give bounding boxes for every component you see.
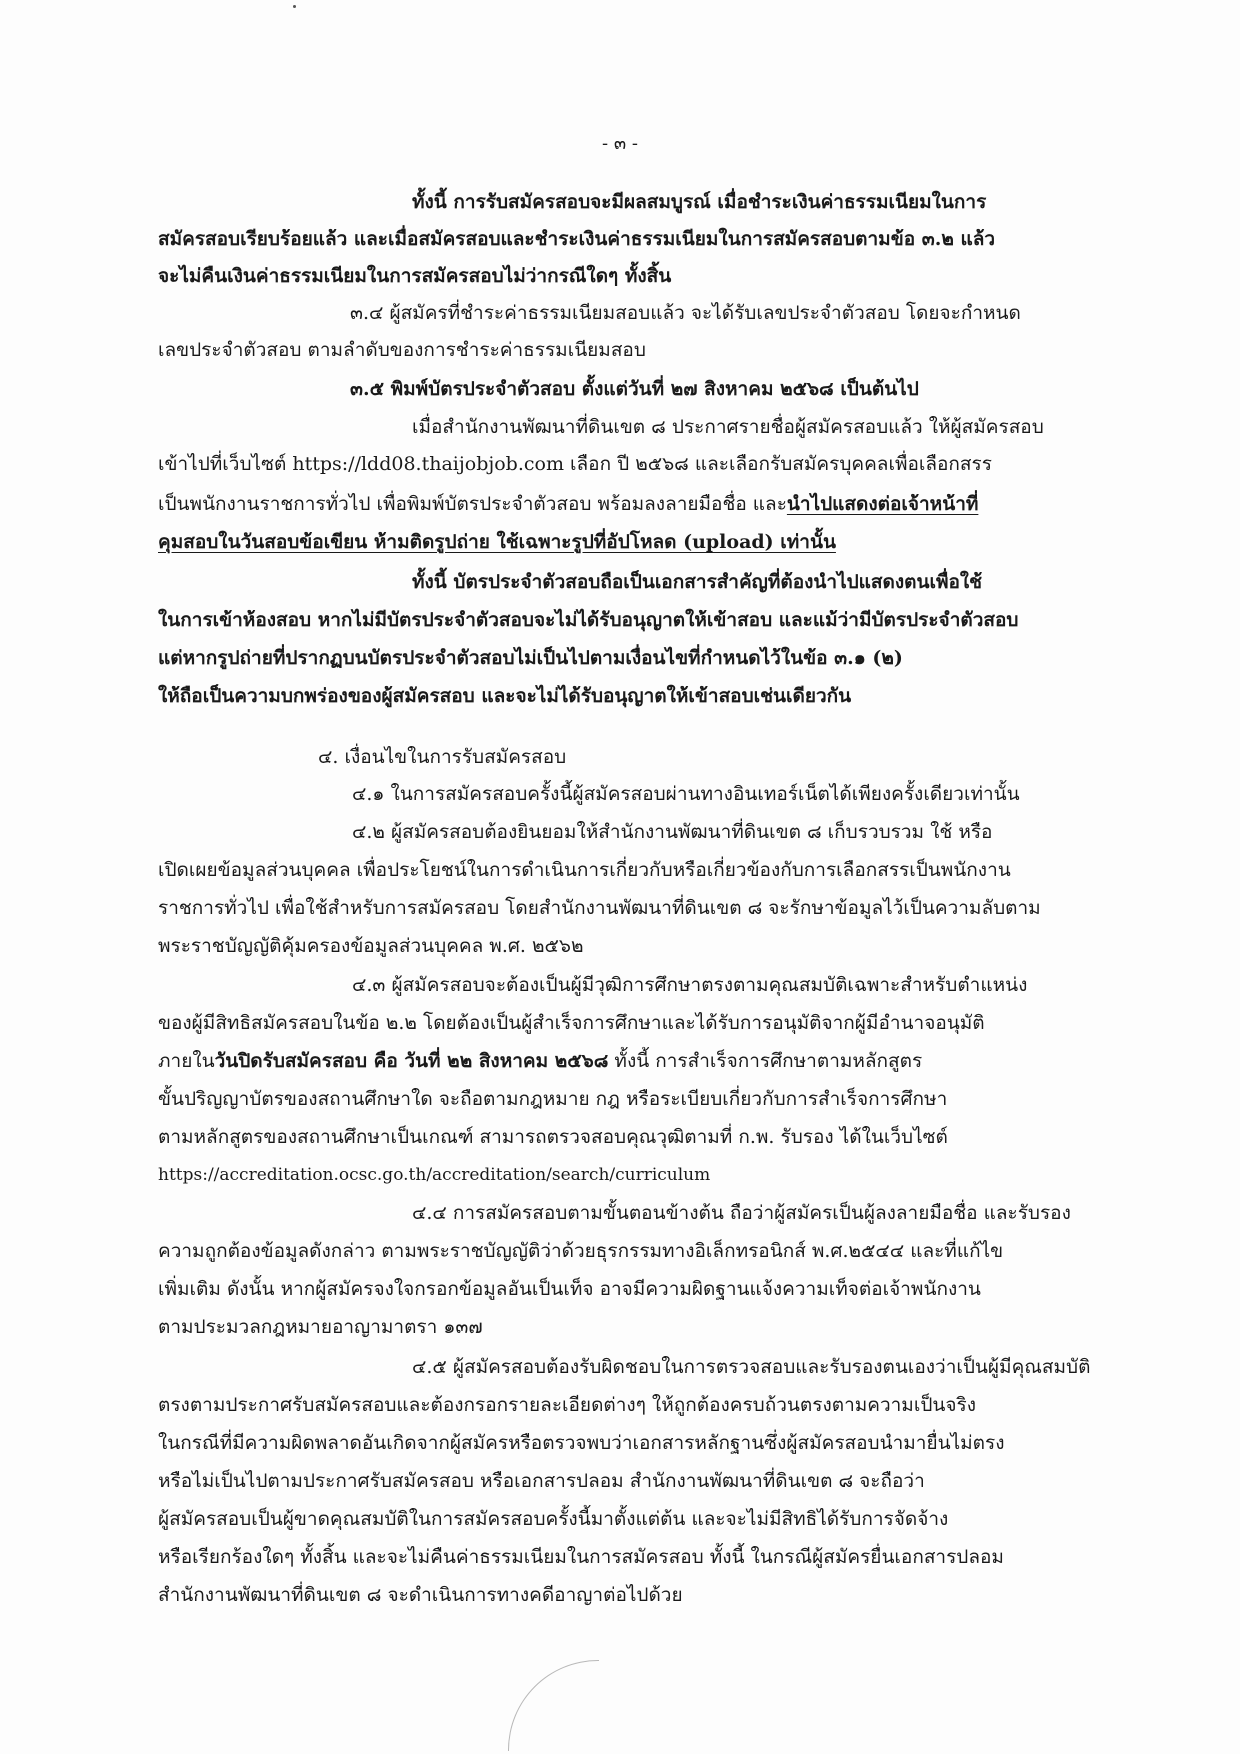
paragraph-line: ในการเข้าห้องสอบ หากไม่มีบัตรประจำตัวสอบจะไม่ได้รับอนุญาตให้เข้าสอบ และแม้ว่ามีบัตรประจำตัวสอบ <box>158 609 1019 631</box>
clause-4-5: ๔.๕ ผู้สมัครสอบต้องรับผิดชอบในการตรวจสอบและรับรองตนเองว่าเป็นผู้มีคุณสมบัติ <box>412 1356 1091 1378</box>
scan-artifact <box>508 1660 599 1751</box>
paragraph-line: ขั้นปริญญาบัตรของสถานศึกษาใด จะถือตามกฎหมาย กฎ หรือระเบียบเกี่ยวกับการสำเร็จการศึกษา <box>158 1088 948 1110</box>
paragraph-line: พระราชบัญญัติคุ้มครองข้อมูลส่วนบุคคล พ.ศ. ๒๕๖๒ <box>158 935 584 957</box>
paragraph-line: ตามประมวลกฎหมายอาญามาตรา ๑๓๗ <box>158 1316 483 1338</box>
emphasis-line: คุมสอบในวันสอบข้อเขียน ห้ามติดรูปถ่าย ใช้เฉพาะรูปที่อัปโหลด (upload) เท่านั้น <box>158 531 836 553</box>
paragraph-line: ผู้สมัครสอบเป็นผู้ขาดคุณสมบัติในการสมัครสอบครั้งนี้มาตั้งแต่ต้น และจะไม่มีสิทธิได้รับการจัดจ้าง <box>158 1508 949 1530</box>
paragraph-line: ความถูกต้องข้อมูลดังกล่าว ตามพระราชบัญญัติว่าด้วยธุรกรรมทางอิเล็กทรอนิกส์ พ.ศ.๒๕๔๔ และที่แก้ไข <box>158 1240 1004 1262</box>
paragraph-line: สมัครสอบเรียบร้อยแล้ว และเมื่อสมัครสอบและชำระเงินค่าธรรมเนียมในการสมัครสอบตามข้อ ๓.๒ แล้ว <box>158 228 996 250</box>
paragraph-line: เลขประจำตัวสอบ ตามลำดับของการชำระค่าธรรมเนียมสอบ <box>158 339 646 361</box>
paragraph-line <box>158 1049 922 1073</box>
clause-3-5-heading: ๓.๕ พิมพ์บัตรประจำตัวสอบ ตั้งแต่วันที่ ๒๗ สิงหาคม ๒๕๖๘ เป็นต้นไป <box>350 378 919 400</box>
paragraph-line: ราชการทั่วไป เพื่อใช้สำหรับการสมัครสอบ โดยสำนักงานพัฒนาที่ดินเขต ๘ จะรักษาข้อมูลไว้เป็นความลับตาม <box>158 897 1041 919</box>
scan-speck <box>293 5 296 8</box>
paragraph-line: เปิดเผยข้อมูลส่วนบุคคล เพื่อประโยชน์ในการดำเนินการเกี่ยวกับหรือเกี่ยวข้องกับการเลือกสรรเป็นพนักงาน <box>158 859 1011 881</box>
clause-4-3: ๔.๓ ผู้สมัครสอบจะต้องเป็นผู้มีวุฒิการศึกษาตรงตามคุณสมบัติเฉพาะสำหรับตำแหน่ง <box>352 974 1028 996</box>
paragraph-line: แต่หากรูปถ่ายที่ปรากฏบนบัตรประจำตัวสอบไม่เป็นไปตามเงื่อนไขที่กำหนดไว้ในข้อ ๓.๑ (๒) <box>158 647 903 669</box>
paragraph-line: ของผู้มีสิทธิสมัครสอบในข้อ ๒.๒ โดยต้องเป็นผู้สำเร็จการศึกษาและได้รับการอนุมัติจากผู้มีอำนาจอนุมัติ <box>158 1012 985 1034</box>
line-text: เป็นพนักงานราชการทั่วไป เพื่อพิมพ์บัตรประจำตัวสอบ พร้อมลงลายมือชื่อ และ <box>158 493 787 515</box>
paragraph-line: ทั้งนี้ บัตรประจำตัวสอบถือเป็นเอกสารสำคัญที่ต้องนำไปแสดงตนเพื่อใช้ <box>412 571 983 593</box>
paragraph-line: หรือเรียกร้องใดๆ ทั้งสิ้น และจะไม่คืนค่าธรรมเนียมในการสมัครสอบ ทั้งนี้ ในกรณีผู้สมัครยื่นเอกสารปลอม <box>158 1546 1004 1568</box>
line-text: ภายใน <box>158 1050 215 1072</box>
paragraph-line: ให้ถือเป็นความบกพร่องของผู้สมัครสอบ และจะไม่ได้รับอนุญาตให้เข้าสอบเช่นเดียวกัน <box>158 685 852 707</box>
paragraph-line: เข้าไปที่เว็บไซต์ https://ldd08.thaijobjob.com เลือก ปี ๒๕๖๘ และเลือกรับสมัครบุคคลเพื่อเลือกสรร <box>158 453 992 475</box>
line-text: ทั้งนี้ การสำเร็จการศึกษาตามหลักสูตร <box>608 1050 923 1072</box>
paragraph-line: เพิ่มเติม ดังนั้น หากผู้สมัครจงใจกรอกข้อมูลอันเป็นเท็จ อาจมีความผิดฐานแจ้งความเท็จต่อเจ้าพนักงาน <box>158 1278 981 1300</box>
page-number: - ๓ - <box>602 133 638 154</box>
paragraph-line: สำนักงานพัฒนาที่ดินเขต ๘ จะดำเนินการทางคดีอาญาต่อไปด้วย <box>158 1584 683 1606</box>
clause-4-4: ๔.๔ การสมัครสอบตามขั้นตอนข้างต้น ถือว่าผู้สมัครเป็นผู้ลงลายมือชื่อ และรับรอง <box>412 1202 1071 1224</box>
accreditation-url: https://accreditation.ocsc.go.th/accreditation/search/curriculum <box>158 1165 711 1185</box>
clause-3-4: ๓.๔ ผู้สมัครที่ชำระค่าธรรมเนียมสอบแล้ว จะได้รับเลขประจำตัวสอบ โดยจะกำหนด <box>350 302 1021 324</box>
paragraph-line: เมื่อสำนักงานพัฒนาที่ดินเขต ๘ ประกาศรายชื่อผู้สมัครสอบแล้ว ให้ผู้สมัครสอบ <box>412 416 1044 438</box>
paragraph-line: ตรงตามประกาศรับสมัครสอบและต้องกรอกรายละเอียดต่างๆ ให้ถูกต้องครบถ้วนตรงตามความเป็นจริง <box>158 1394 976 1416</box>
deadline-text: วันปิดรับสมัครสอบ คือ วันที่ ๒๒ สิงหาคม ๒๕๖๘ <box>214 1050 609 1072</box>
emphasis-text: นำไปแสดงต่อเจ้าหน้าที่ <box>786 493 979 515</box>
paragraph-line: จะไม่คืนเงินค่าธรรมเนียมในการสมัครสอบไม่ว่ากรณีใดๆ ทั้งสิ้น <box>158 265 672 287</box>
paragraph-line: ในกรณีที่มีความผิดพลาดอันเกิดจากผู้สมัครหรือตรวจพบว่าเอกสารหลักฐานซึ่งผู้สมัครสอบนำมายื่นไม่ตรง <box>158 1432 1005 1454</box>
paragraph-line: ตามหลักสูตรของสถานศึกษาเป็นเกณฑ์ สามารถตรวจสอบคุณวุฒิตามที่ ก.พ. รับรอง ได้ในเว็บไซต์ <box>158 1126 948 1148</box>
paragraph-line: ทั้งนี้ การรับสมัครสอบจะมีผลสมบูรณ์ เมื่อชำระเงินค่าธรรมเนียมในการ <box>412 191 987 213</box>
clause-4-1: ๔.๑ ในการสมัครสอบครั้งนี้ผู้สมัครสอบผ่านทางอินเทอร์เน็ตได้เพียงครั้งเดียวเท่านั้น <box>352 783 1020 805</box>
paragraph-line: หรือไม่เป็นไปตามประกาศรับสมัครสอบ หรือเอกสารปลอม สำนักงานพัฒนาที่ดินเขต ๘ จะถือว่า <box>158 1470 925 1492</box>
clause-4-2: ๔.๒ ผู้สมัครสอบต้องยินยอมให้สำนักงานพัฒนาที่ดินเขต ๘ เก็บรวบรวม ใช้ หรือ <box>352 821 993 843</box>
paragraph-line <box>158 492 978 516</box>
section-4-heading: ๔. เงื่อนไขในการรับสมัครสอบ <box>318 746 567 768</box>
